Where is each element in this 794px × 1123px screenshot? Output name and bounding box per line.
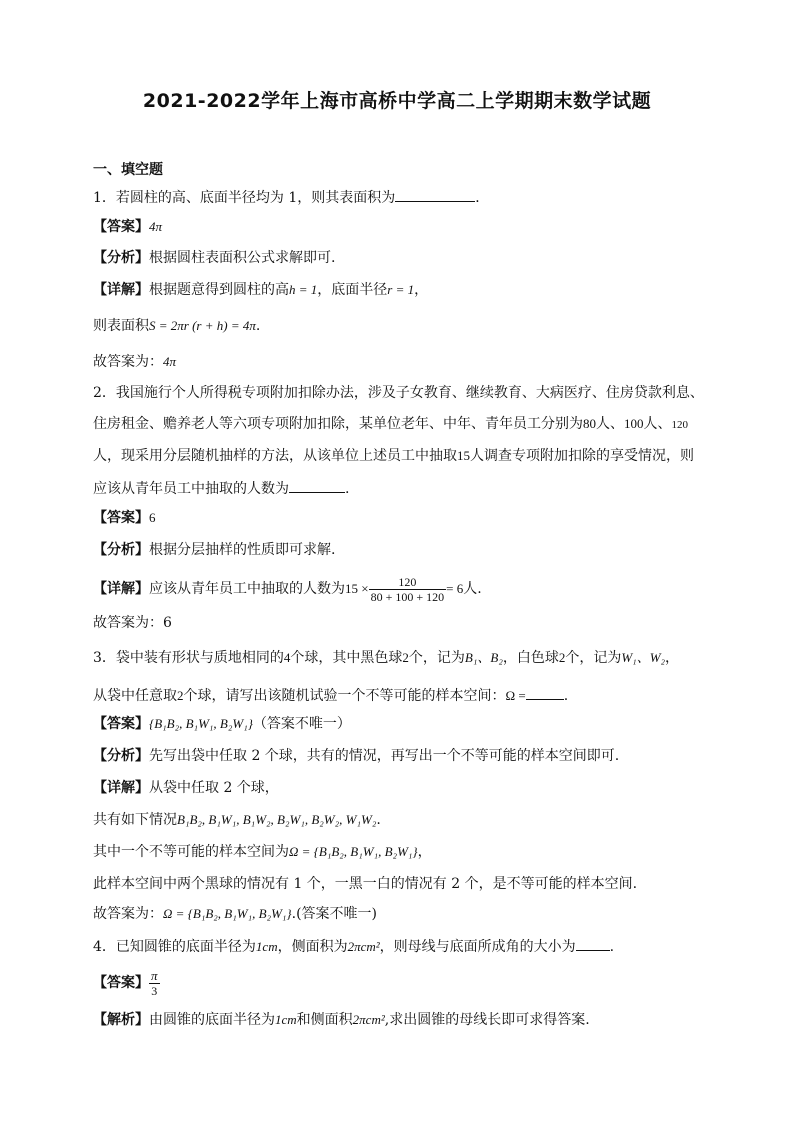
q3-omega: Ω = [505, 688, 526, 703]
q3-cases-list: B₁B₂, B₁W₁, B₁W₂, B₂W₁, B₂W₂, W₁W₂ [177, 812, 377, 827]
q1-answer-value: 4π [149, 219, 163, 234]
page-title: 2021-2022学年上海市高桥中学高二上学期期末数学试题 [142, 90, 652, 112]
q3-line-2 [93, 685, 713, 706]
q1-stem-text: 1．若圆柱的高、底面半径均为 1，则其表面积为 [93, 190, 396, 206]
q3-white-labels: W₁、W₂ [621, 650, 666, 665]
q4-answer-blank [576, 936, 610, 951]
analysis-tag: 【分析】 [93, 542, 149, 558]
solution-tag: 【解析】 [93, 1012, 149, 1028]
q3-text: 个，记为 [408, 650, 465, 666]
detail-tag: 【详解】 [93, 282, 149, 298]
q3-text: . [563, 688, 569, 704]
q2-sample-size: 15 [457, 448, 470, 463]
q3-answer-note: （答案不唯一） [252, 716, 351, 732]
q1-final-value: 4π [163, 354, 177, 369]
q3-answer-set: {B₁B₂, B₁W₁, B₂W₁} [149, 716, 253, 731]
answer-tag: 【答案】 [93, 510, 149, 526]
q2-count-middle: 100 [624, 416, 644, 431]
q1-stem [93, 187, 713, 208]
q3-cases [93, 810, 713, 830]
q1-height-eq: h = 1 [289, 282, 318, 297]
q2-detail [93, 572, 713, 606]
q4-solution-text: 和侧面积 [296, 1012, 353, 1028]
q3-cases-text: 共有如下情况 [93, 812, 177, 828]
q3-text: 个球，其中黑色球 [290, 650, 403, 666]
q1-answer-blank [395, 187, 475, 202]
q4-text: ，侧面积为 [277, 939, 348, 955]
q1-final [93, 352, 713, 372]
q3-final-set: Ω = {B₁B₂, B₁W₁, B₂W₁} [163, 906, 292, 921]
q4-lateral-area: 2πcm² [347, 939, 380, 954]
analysis-tag: 【分析】 [93, 250, 149, 266]
q4-text: . [609, 939, 615, 955]
q4-solution-text: 由圆锥的底面半径为 [149, 1012, 275, 1028]
q2-answer-blank [289, 478, 345, 493]
q3-detail-text: 从袋中任取 2 个球， [149, 780, 279, 796]
q1-area-end: . [255, 318, 261, 334]
q2-count-old: 80 [583, 416, 596, 431]
q3-cases-end: . [376, 812, 381, 828]
answer-tag: 【答案】 [93, 219, 149, 235]
q1-answer [93, 217, 713, 237]
q4-text: 4．已知圆锥的底面半径为 [93, 939, 256, 955]
q3-final-note: .(答案不唯一) [291, 906, 377, 922]
q1-area-formula: S = 2πr (r + h) = 4π [149, 318, 256, 333]
q1-analysis-text: 根据圆柱表面积公式求解即可. [149, 250, 336, 266]
q2-detail-text: 应该从青年员工中抽取的人数为 [149, 581, 345, 597]
q2-text: . [345, 481, 350, 497]
q3-answer [93, 714, 713, 734]
analysis-tag: 【分析】 [93, 748, 149, 764]
q3-text: 3．袋中装有形状与质地相同的 [93, 650, 284, 666]
q3-text: 从袋中任意取 [93, 688, 177, 704]
q2-fraction-denominator: 80 + 100 + 120 [370, 589, 445, 604]
q1-stem-end: ． [475, 190, 490, 206]
q2-line-4 [93, 478, 713, 499]
q2-text: 住房租金、赡养老人等六项专项附加扣除，某单位老年、中年、青年员工分别为 [93, 416, 583, 432]
q3-sample-space [93, 842, 713, 862]
q3-analysis-text: 先写出袋中任取 2 个球，共有的情况，再写出一个不等可能的样本空间即可. [149, 748, 620, 764]
q3-text: ，白色球 [502, 650, 559, 666]
q2-count-young: 120 [671, 419, 688, 431]
q2-fraction-numerator: 120 [369, 575, 447, 590]
q4-text: ，则母线与底面所成角的大小为 [379, 939, 576, 955]
q1-area-line [93, 316, 713, 336]
q4-answer-denominator: 3 [151, 983, 158, 998]
q2-text: 人、 [596, 416, 624, 432]
q2-text: 人，现采用分层随机抽样的方法，从该单位上述员工中抽取 [93, 448, 457, 464]
q3-text: 个，记为 [565, 650, 622, 666]
q1-analysis [93, 248, 713, 268]
detail-tag: 【详解】 [93, 780, 149, 796]
q2-detail-text: 人. [463, 581, 482, 597]
q3-text: 个球，请写出该随机试验一个不等可能的样本空间： [183, 688, 506, 704]
q2-answer-value: 6 [149, 510, 156, 525]
q3-text: ， [665, 650, 680, 666]
q2-analysis [93, 540, 713, 560]
q3-space-text: 其中一个不等可能的样本空间为 [93, 844, 289, 860]
q4-solution-radius: 1cm [275, 1012, 297, 1027]
q4-answer-numerator: π [151, 967, 158, 983]
q3-black-labels: B₁、B₂ [464, 650, 503, 665]
q1-detail [93, 280, 713, 300]
q4-stem [93, 936, 713, 957]
q3-analysis [93, 746, 713, 766]
q3-black-count: 2 [402, 650, 409, 665]
q3-draw-count: 2 [177, 688, 184, 703]
q2-calc-lead: 15 × [345, 581, 369, 596]
q1-radius-eq: r = 1 [387, 282, 415, 297]
q1-detail-text: 根据题意得到圆柱的高 [149, 282, 289, 298]
q3-ball-count: 4 [283, 650, 291, 665]
q1-final-text: 故答案为： [93, 354, 163, 370]
q4-solution-text: ,求出圆锥的母线长即可求得答案. [384, 1012, 590, 1028]
q2-line-1: 2．我国施行个人所得税专项附加扣除办法，涉及子女教育、继续教育、大病医疗、住房贷款利息、 [93, 385, 704, 401]
q2-fraction [369, 575, 447, 604]
q4-solution [93, 1010, 713, 1030]
q3-line-1 [93, 648, 713, 668]
answer-tag: 【答案】 [93, 716, 149, 732]
q1-detail-text: ，底面半径 [317, 282, 388, 298]
q3-explain: 此样本空间中两个黑球的情况有 1 个，一黑一白的情况有 2 个，是不等可能的样本空间. [93, 876, 638, 892]
q2-analysis-text: 根据分层抽样的性质即可求解. [149, 542, 336, 558]
q4-solution-area: 2πcm² [352, 1012, 385, 1027]
q2-text: 应该从青年员工中抽取的人数为 [93, 481, 289, 497]
q3-final [93, 904, 713, 924]
q3-space-end: ， [417, 844, 432, 860]
q3-white-count: 2 [558, 650, 566, 665]
q3-detail [93, 778, 713, 798]
q2-final: 故答案为：6 [93, 615, 172, 631]
q2-text: 人调查专项附加扣除的享受情况，则 [470, 448, 694, 464]
q4-answer-fraction [149, 969, 160, 998]
q2-line-3 [93, 446, 713, 466]
q1-detail-text: ， [414, 282, 429, 298]
q4-radius: 1cm [255, 939, 278, 954]
answer-tag: 【答案】 [93, 975, 149, 991]
q4-answer [93, 966, 713, 1000]
q3-answer-blank [526, 685, 564, 700]
q2-line-2 [93, 414, 713, 435]
q3-space-set: Ω = {B₁B₂, B₁W₁, B₂W₁} [289, 844, 418, 859]
q2-text: 人、 [643, 416, 672, 432]
q2-calc-result: = 6 [446, 581, 464, 596]
q1-area-text: 则表面积 [93, 318, 149, 334]
q2-answer [93, 508, 713, 528]
q3-final-text: 故答案为： [93, 906, 163, 922]
section-heading: 一、填空题 [93, 162, 163, 178]
detail-tag: 【详解】 [93, 581, 149, 597]
